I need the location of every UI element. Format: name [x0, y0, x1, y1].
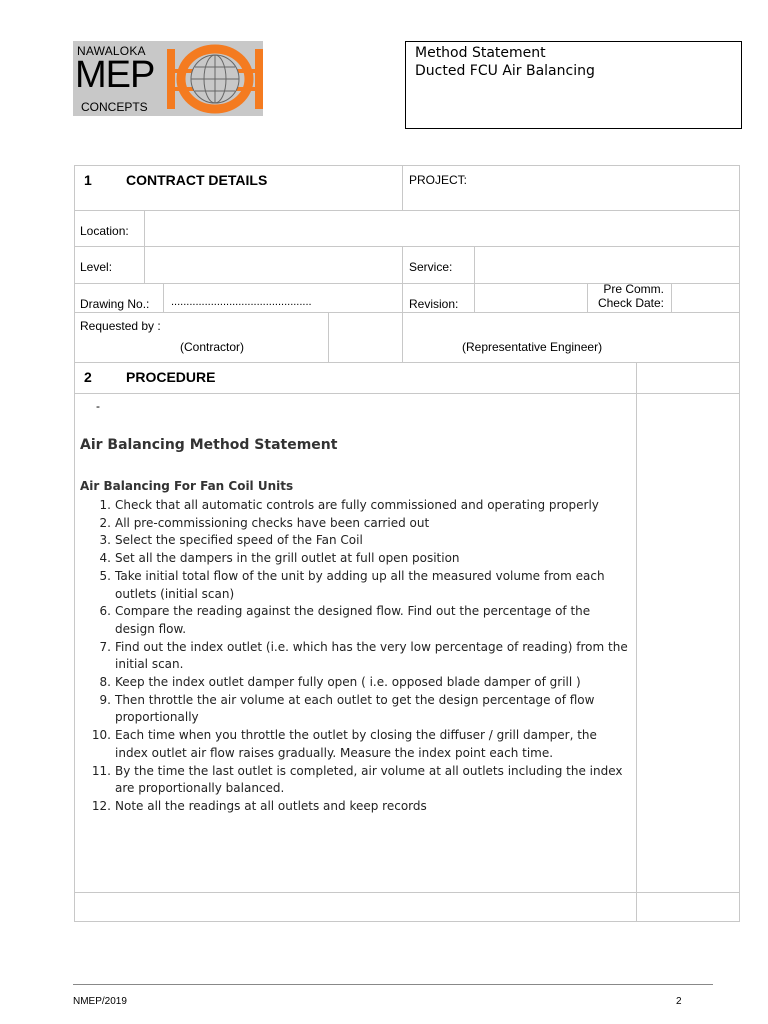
logo-line2: MEP: [75, 54, 155, 96]
procedure-step: [80, 639, 630, 674]
procedure-dash: -: [96, 399, 100, 413]
page-number: 2: [676, 996, 682, 1007]
step-text: Find out the index outlet (i.e. which has the very low percentage of reading) from the initial scan.: [115, 639, 628, 672]
section-number-2: 2: [84, 369, 92, 385]
step-number: 12.: [91, 798, 111, 813]
location-label: Location:: [80, 224, 129, 238]
procedure-step: [80, 692, 630, 727]
step-number: 5.: [99, 568, 111, 583]
document-title-box: [405, 41, 742, 129]
procedure-heading: PROCEDURE: [126, 369, 216, 385]
revision-label: Revision:: [409, 297, 459, 311]
step-number: 7.: [99, 639, 111, 654]
logo-line3: CONCEPTS: [81, 100, 148, 114]
step-text: Note all the readings at all outlets and keep records: [115, 798, 427, 813]
project-label: PROJECT:: [409, 173, 468, 187]
procedure-steps-list: [80, 497, 630, 816]
step-number: 2.: [99, 515, 111, 530]
pre-comm-label: Pre Comm.: [603, 282, 664, 296]
company-logo: [73, 41, 263, 116]
step-number: 11.: [91, 763, 111, 778]
level-label: Level:: [80, 260, 113, 274]
step-text: All pre-commissioning checks have been carried out: [115, 515, 430, 530]
procedure-step: [80, 674, 630, 692]
step-text: Take initial total flow of the unit by adding up all the measured volume from each outlets (initial scan): [115, 568, 605, 601]
step-number: 8.: [99, 675, 111, 690]
check-date-label: Check Date:: [597, 296, 664, 310]
step-text: Set all the dampers in the grill outlet at full open position: [115, 551, 460, 566]
representative-engineer-label: (Representative Engineer): [462, 340, 603, 354]
section-number-1: 1: [84, 172, 92, 188]
step-number: 10.: [91, 728, 111, 743]
logo-line1: NAWALOKA: [77, 44, 146, 58]
step-text: By the time the last outlet is completed, air volume at all outlets including the index are proportionally balanced.: [115, 763, 623, 796]
procedure-step: [80, 515, 630, 533]
doc-subtitle: Ducted FCU Air Balancing: [415, 63, 595, 79]
procedure-step: [80, 727, 630, 762]
step-number: 6.: [99, 604, 111, 619]
footer-divider: [73, 984, 713, 985]
procedure-step: [80, 603, 630, 638]
fan-coil-subtitle: Air Balancing For Fan Coil Units: [80, 479, 294, 493]
step-text: Check that all automatic controls are fully commissioned and operating properly: [115, 498, 599, 512]
step-text: Compare the reading against the designed flow. Find out the percentage of the design flow.: [115, 604, 591, 636]
method-statement-title: Air Balancing Method Statement: [80, 437, 338, 453]
procedure-step: [80, 532, 630, 550]
step-number: 9.: [99, 692, 111, 707]
contract-details-heading: CONTRACT DETAILS: [126, 172, 268, 188]
step-text: Then throttle the air volume at each outlet to get the design percentage of flow proportionally: [115, 692, 595, 725]
drawing-no-label: Drawing No.:: [80, 297, 150, 311]
step-number: 1.: [99, 498, 111, 512]
procedure-step: [80, 798, 630, 816]
contractor-label: (Contractor): [180, 340, 245, 354]
step-text: Keep the index outlet damper fully open ( i.e. opposed blade damper of grill ): [115, 675, 581, 690]
procedure-step: [80, 763, 630, 798]
step-text: Each time when you throttle the outlet by closing the diffuser / grill damper, the index outlet air flow raises gradually. Measure the index point each time.: [115, 728, 597, 760]
procedure-step: [80, 550, 630, 568]
service-label: Service:: [409, 260, 453, 274]
requested-by-label: Requested by :: [80, 319, 161, 333]
drawing-no-value: ..............................................: [171, 296, 312, 308]
procedure-step: [80, 568, 630, 603]
doc-title: Method Statement: [415, 45, 546, 61]
globe-logo-icon: [167, 41, 263, 116]
step-number: 4.: [99, 551, 111, 566]
step-number: 3.: [99, 533, 111, 548]
step-text: Select the specified speed of the Fan Coil: [115, 533, 363, 548]
procedure-step: [80, 497, 630, 515]
footer-reference: NMEP/2019: [73, 996, 127, 1007]
